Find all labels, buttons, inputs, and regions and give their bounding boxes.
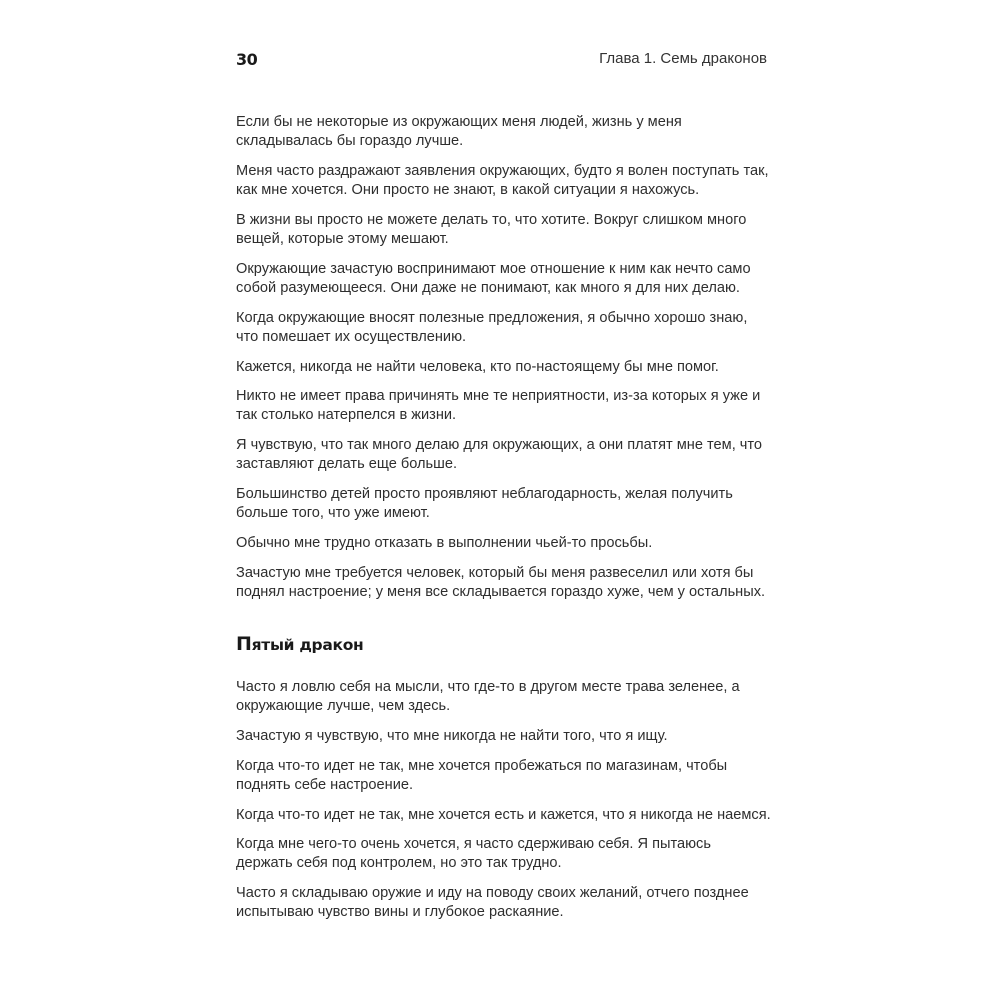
page-number: 30 [236, 50, 258, 69]
statement-paragraph: Если бы не некоторые из окружающих меня людей, жизнь у меня складывалась бы гораздо лучше. [236, 114, 682, 150]
statement-paragraph: Кажется, никогда не найти человека, кто по-настоящему бы мне помог. [236, 358, 719, 375]
statement-paragraph: Когда окружающие вносят полезные предложения, я обычно хорошо знаю, что помешает их осуществлению. [236, 309, 748, 345]
statement-paragraph: Обычно мне трудно отказать в выполнении чьей-то просьбы. [236, 534, 653, 551]
statement-paragraph: Окружающие зачастую воспринимают мое отношение к ним как нечто само собой разумеющееся. Они даже не понимают, как много я для них делаю. [236, 260, 751, 296]
statement-paragraph: Зачастую мне требуется человек, который бы меня развеселил или хотя бы поднял настроение; у меня все складывается гораздо хуже, чем у остальных. [236, 564, 766, 600]
statement-paragraph: Когда что-то идет не так, мне хочется пробежаться по магазинам, чтобы поднять себе настроение. [236, 757, 728, 793]
statement-paragraph: Большинство детей просто проявляют неблагодарность, желая получить больше того, что уже имеют. [236, 486, 733, 522]
statement-paragraph: Когда что-то идет не так, мне хочется есть и кажется, что я никогда не наемся. [236, 806, 771, 823]
statement-paragraph: Меня часто раздражают заявления окружающих, будто я волен поступать так, как мне хочется. Они просто не знают, в какой ситуации я нахожусь. [236, 162, 769, 199]
statement-paragraph: Никто не имеет права причинять мне те неприятности, из-за которых я уже и так столько натерпелся в жизни. [236, 388, 761, 424]
heading-first-letter: П [236, 633, 252, 655]
statement-paragraph: Когда мне чего-то очень хочется, я часто сдерживаю себя. Я пытаюсь держать себя под контролем, но это так трудно. [236, 836, 711, 872]
heading-rest: ятый дракон [251, 636, 364, 654]
running-head: Глава 1. Семь драконов [599, 50, 767, 67]
statement-paragraph: Часто я складываю оружие и иду на поводу своих желаний, отчего позднее испытываю чувство вины и глубокое раскаяние. [236, 885, 749, 921]
statement-paragraph: Я чувствую, что так много делаю для окружающих, а они платят мне тем, что заставляют делать еще больше. [236, 437, 763, 473]
statements-list-1 [236, 113, 771, 613]
statement-paragraph: В жизни вы просто не можете делать то, что хотите. Вокруг слишком много вещей, которые этому мешают. [236, 211, 747, 248]
page-header [236, 50, 767, 74]
section-heading [236, 633, 363, 655]
statements-list-2 [236, 678, 771, 933]
statement-paragraph: Зачастую я чувствую, что мне никогда не найти того, что я ищу. [236, 727, 668, 744]
statement-paragraph: Часто я ловлю себя на мысли, что где-то в другом месте трава зеленее, а окружающие лучше, чем здесь. [236, 679, 740, 715]
